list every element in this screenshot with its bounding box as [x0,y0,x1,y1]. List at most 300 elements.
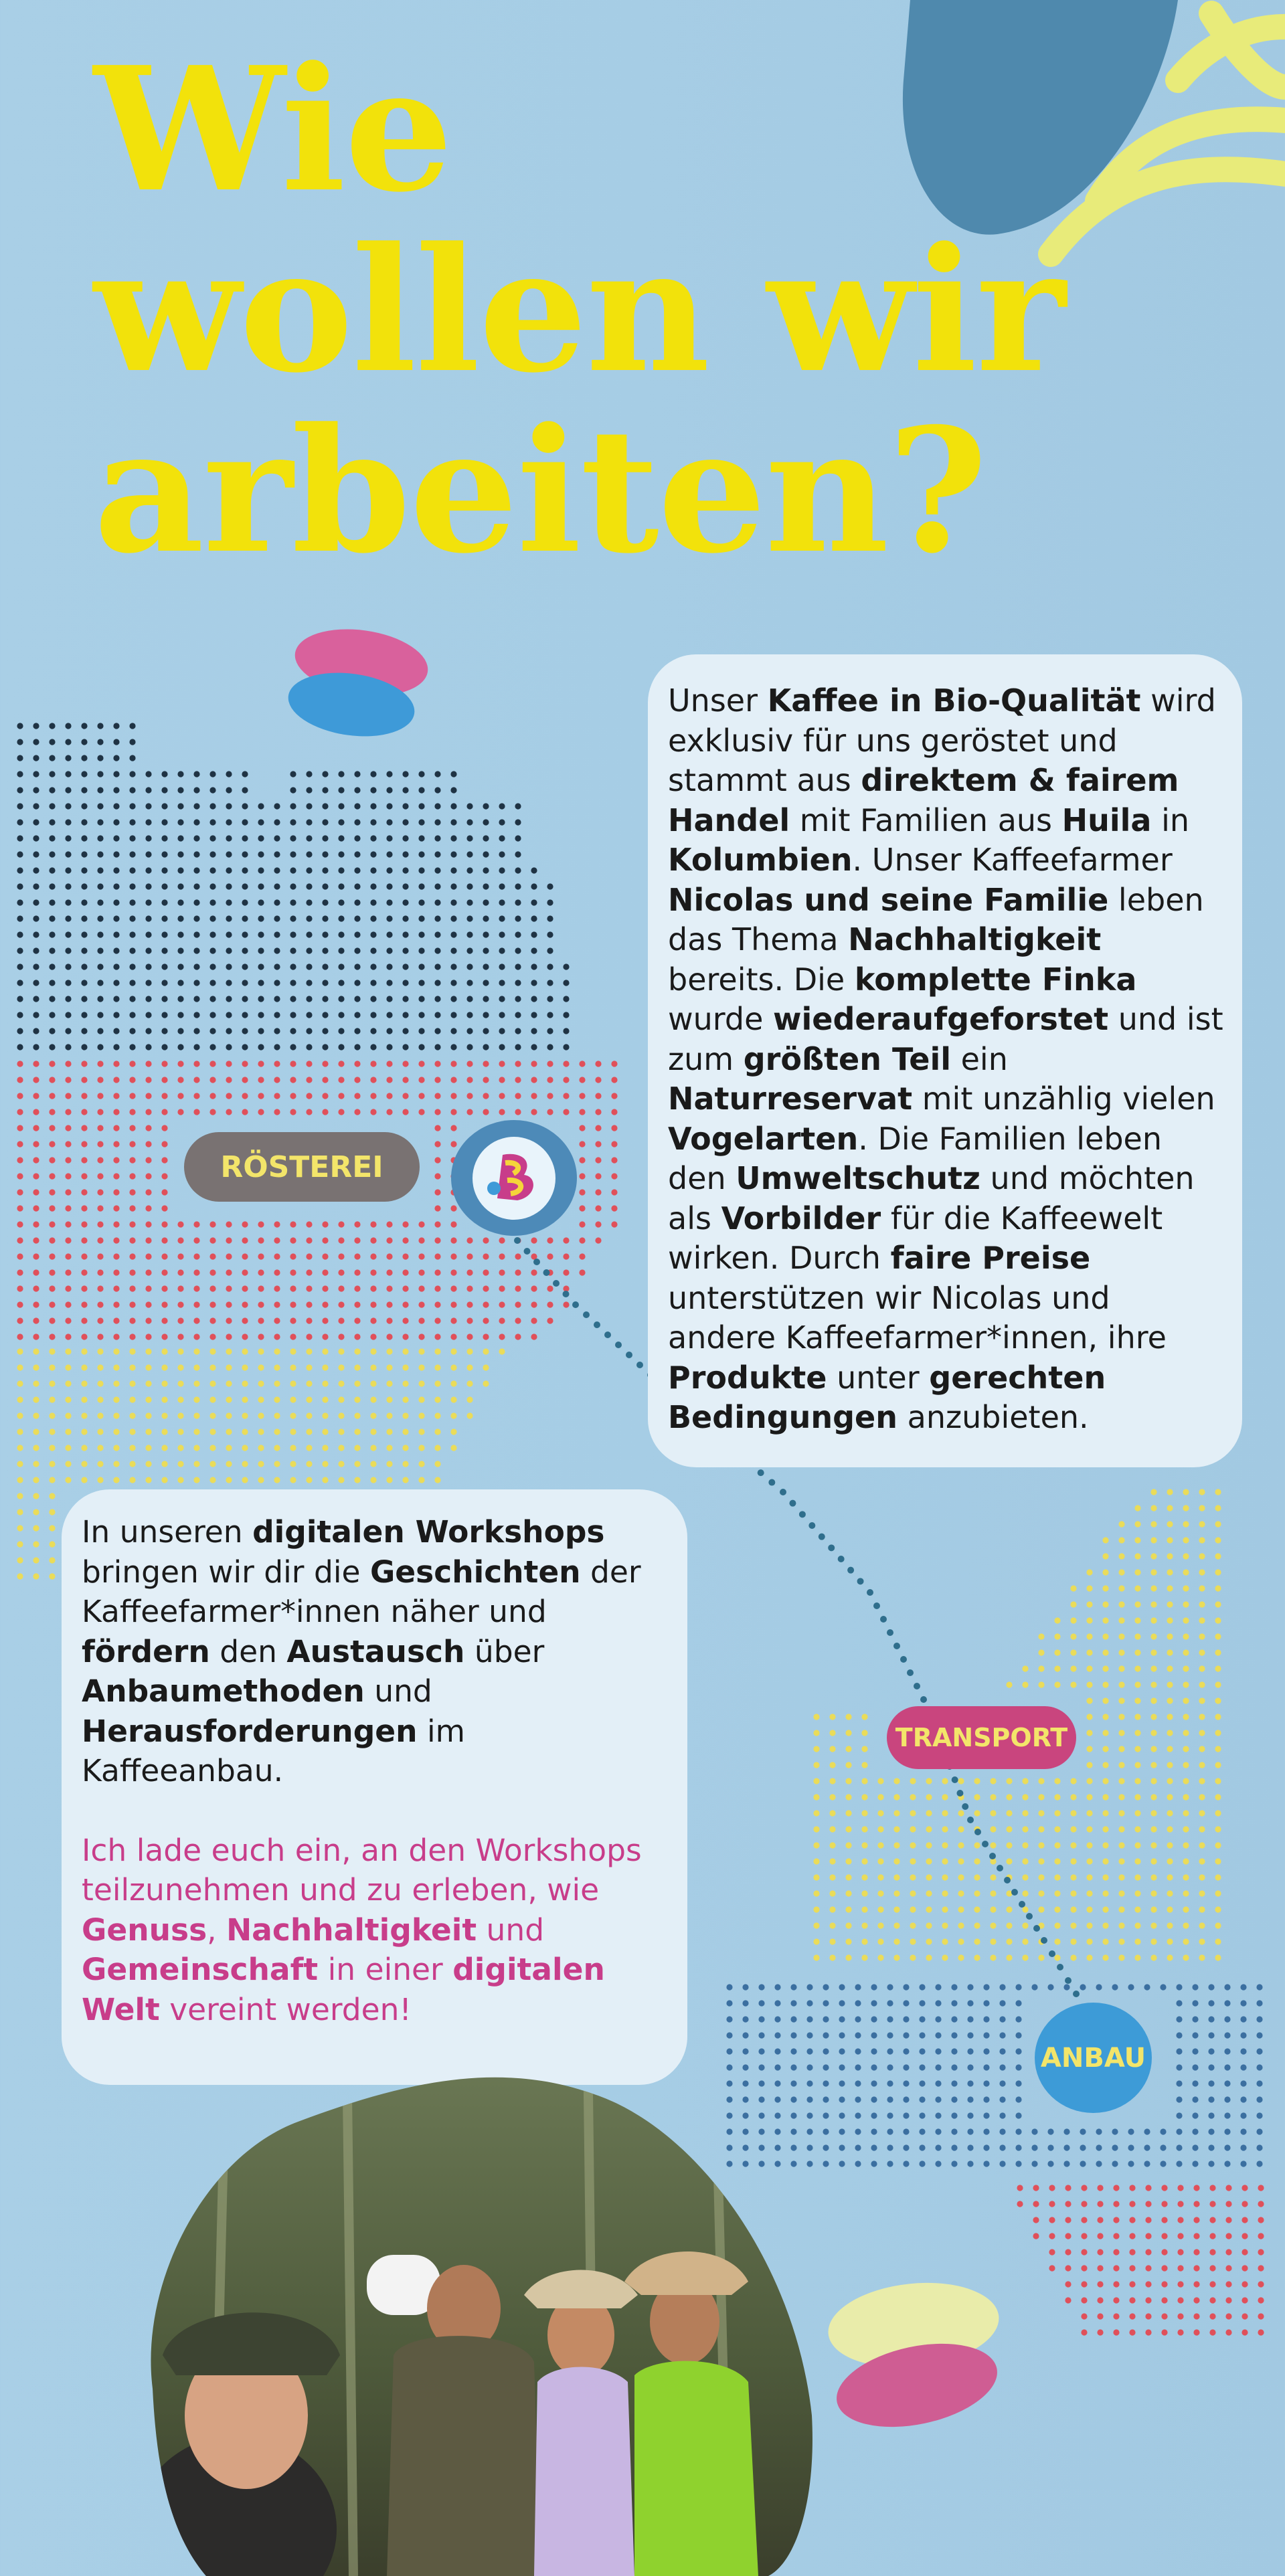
map-dot [402,915,408,921]
map-dot [579,1173,585,1179]
map-dot [1086,1938,1092,1944]
map-dot [1015,2160,1021,2167]
map-dot [1129,2297,1135,2303]
map-dot [129,1077,135,1083]
map-dot [226,835,232,841]
map-dot [1063,2144,1069,2150]
map-dot [177,1301,183,1307]
map-dot [33,996,39,1002]
map-dot [49,915,55,921]
map-dot [499,803,505,809]
map-dot [65,1189,71,1195]
map-dot [161,1396,167,1402]
map-dot [402,835,408,841]
map-dot [1199,1697,1205,1704]
map-dot [910,1842,916,1848]
map-dot [483,1301,489,1307]
map-dot [1118,1938,1124,1944]
map-dot [354,1237,360,1243]
map-dot [547,883,553,889]
map-dot [33,1269,39,1275]
map-dot [563,1093,569,1099]
map-dot [242,947,248,953]
map-dot [450,899,456,905]
map-dot [306,1348,312,1354]
route-dot [887,1629,893,1636]
map-dot [919,2016,925,2022]
map-dot [129,1412,135,1418]
map-dot [17,1509,23,1515]
map-dot [1134,1890,1140,1896]
map-dot [515,1301,521,1307]
map-dot [81,947,87,953]
map-dot [903,2000,909,2006]
map-dot [49,899,55,905]
map-dot [483,867,489,873]
map-dot [563,1012,569,1018]
map-dot [290,867,296,873]
map-dot [1150,1826,1156,1832]
map-dot [1086,1617,1092,1623]
map-dot [354,1044,360,1050]
map-dot [322,1396,328,1402]
map-dot [483,1333,489,1340]
route-dot [893,1643,900,1649]
map-dot [547,1077,553,1083]
map-dot [1183,1906,1189,1912]
map-dot [402,996,408,1002]
map-dot [306,915,312,921]
map-dot [611,1061,617,1067]
map-dot [855,2064,861,2070]
map-dot [386,1061,392,1067]
map-dot [17,883,23,889]
map-dot [1022,1842,1028,1848]
map-dot [893,1874,900,1880]
map-dot [434,771,440,777]
map-dot [258,867,264,873]
map-dot [274,835,280,841]
map-dot [338,980,344,986]
map-dot [1199,1794,1205,1800]
map-dot [113,963,119,970]
map-dot [370,980,376,986]
map-dot [1097,2329,1103,2335]
map-dot [1134,1858,1140,1864]
map-dot [418,1461,424,1467]
map-dot [1081,2281,1087,2287]
map-dot [990,1842,996,1848]
map-dot [17,1333,23,1340]
map-dot [774,2032,780,2038]
map-dot [855,2048,861,2054]
map-dot [81,1044,87,1050]
map-dot [113,1380,119,1386]
map-dot [1215,1762,1221,1768]
map-dot [1113,2281,1119,2287]
map-dot [274,1396,280,1402]
map-dot [1256,2160,1262,2167]
map-dot [1134,1922,1140,1928]
map-dot [17,1061,23,1067]
map-dot [1015,2096,1021,2102]
map-dot [418,1364,424,1370]
map-dot [531,1061,537,1067]
map-dot [242,1044,248,1050]
map-dot [434,1285,440,1291]
map-dot [161,1364,167,1370]
map-dot [483,1077,489,1083]
map-dot [434,947,440,953]
map-dot [1150,1649,1156,1655]
map-dot [466,1237,473,1243]
map-dot [338,1380,344,1386]
route-dot [920,1696,927,1703]
map-dot [338,1301,344,1307]
map-dot [595,1061,601,1067]
map-dot [515,1077,521,1083]
map-dot [1145,2233,1151,2239]
map-dot [1113,2329,1119,2335]
map-dot [402,1044,408,1050]
map-dot [226,1061,232,1067]
map-dot [547,931,553,937]
map-dot [1241,2201,1248,2207]
map-dot [877,1826,883,1832]
map-dot [1183,1778,1189,1784]
map-dot [1224,2112,1230,2118]
map-dot [209,1364,216,1370]
map-dot [193,1044,199,1050]
map-dot [354,835,360,841]
map-dot [1054,1826,1060,1832]
map-dot [1145,2329,1151,2335]
map-dot [1038,1890,1044,1896]
map-dot [983,2096,989,2102]
map-dot [145,963,151,970]
map-dot [306,835,312,841]
map-dot [33,1573,39,1579]
map-dot [242,1461,248,1467]
map-dot [483,915,489,921]
map-dot [499,996,505,1002]
map-dot [1081,2265,1087,2271]
map-dot [1054,1665,1060,1671]
map-dot [418,1317,424,1323]
map-dot [1208,2096,1214,2102]
map-dot [861,1842,867,1848]
map-dot [1086,1697,1092,1704]
map-dot [1086,1858,1092,1864]
map-dot [466,1317,473,1323]
map-dot [113,1093,119,1099]
map-dot [242,1093,248,1099]
map-dot [274,1285,280,1291]
map-dot [483,899,489,905]
map-dot [1118,1649,1124,1655]
map-dot [354,1333,360,1340]
map-dot [1118,1842,1124,1848]
map-dot [887,2016,893,2022]
map-dot [226,1221,232,1227]
map-dot [871,2144,877,2150]
map-dot [33,835,39,841]
map-dot [823,1984,829,1990]
map-dot [161,819,167,825]
map-dot [306,980,312,986]
map-dot [1199,1714,1205,1720]
map-dot [531,1109,537,1115]
map-dot [466,1333,473,1340]
map-dot [290,1301,296,1307]
map-dot [306,947,312,953]
map-dot [999,2112,1005,2118]
map-dot [1177,2217,1183,2223]
map-dot [65,1125,71,1131]
map-dot [595,1125,601,1131]
map-dot [1160,1984,1166,1990]
map-dot [531,1269,537,1275]
map-dot [33,1493,39,1499]
map-dot [306,1028,312,1034]
map-dot [919,1984,925,1990]
map-dot [338,915,344,921]
map-dot [177,883,183,889]
map-dot [418,996,424,1002]
map-dot [306,1301,312,1307]
map-dot [1102,1938,1108,1944]
map-dot [306,1333,312,1340]
map-dot [1183,1874,1189,1880]
map-dot [209,1028,216,1034]
map-dot [531,1077,537,1083]
map-dot [483,1093,489,1099]
map-dot [177,1237,183,1243]
map-dot [450,1061,456,1067]
map-dot [338,1012,344,1018]
map-dot [1256,2128,1262,2134]
map-dot [1118,1681,1124,1687]
map-dot [515,963,521,970]
map-dot [967,2128,973,2134]
map-dot [370,899,376,905]
map-dot [919,2032,925,2038]
map-dot [161,947,167,953]
map-dot [17,851,23,857]
map-dot [33,883,39,889]
map-dot [935,2096,941,2102]
map-dot [242,1269,248,1275]
map-dot [1118,1617,1124,1623]
map-dot [370,996,376,1002]
map-dot [742,2000,748,2006]
map-dot [226,1317,232,1323]
map-dot [129,1141,135,1147]
map-dot [1047,1984,1053,1990]
map-dot [990,1810,996,1816]
map-dot [1192,2128,1198,2134]
map-dot [65,1173,71,1179]
map-dot [1183,1842,1189,1848]
map-dot [226,899,232,905]
map-dot [903,2080,909,2086]
map-dot [322,851,328,857]
map-dot [547,1093,553,1099]
map-dot [450,915,456,921]
route-dot [789,1500,796,1507]
map-dot [1145,2313,1151,2319]
map-dot [49,1253,55,1259]
map-dot [17,1109,23,1115]
route-dot [1004,1877,1011,1883]
map-dot [193,1285,199,1291]
map-dot [845,1778,851,1784]
map-dot [65,980,71,986]
map-dot [1049,2201,1055,2207]
map-dot [274,1093,280,1099]
map-dot [113,1461,119,1467]
map-dot [983,2016,989,2022]
map-dot [1176,2128,1182,2134]
map-dot [547,1061,553,1067]
map-dot [65,899,71,905]
map-dot [563,1269,569,1275]
map-dot [515,947,521,953]
map-dot [226,1044,232,1050]
map-dot [1208,1984,1214,1990]
map-dot [1102,1906,1108,1912]
map-dot [49,980,55,986]
map-dot [17,1125,23,1131]
map-dot [958,1874,964,1880]
map-dot [274,1429,280,1435]
map-dot [97,1348,103,1354]
map-dot [903,2112,909,2118]
map-dot [322,771,328,777]
map-dot [466,1380,473,1386]
map-dot [322,1429,328,1435]
map-dot [1240,1984,1246,1990]
map-dot [65,1221,71,1227]
map-dot [1256,2016,1262,2022]
map-dot [806,2016,812,2022]
map-dot [919,2080,925,2086]
map-dot [1167,1938,1173,1944]
map-dot [177,1396,183,1402]
map-dot [242,1348,248,1354]
map-dot [49,1061,55,1067]
map-dot [161,1461,167,1467]
map-dot [97,723,103,729]
map-dot [515,1333,521,1340]
map-dot [813,1906,819,1912]
map-dot [33,1044,39,1050]
map-dot [1022,1938,1028,1944]
workshop-paragraph: In unseren digitalen Workshops bringen wir dir die Geschichten der Kaffeefarmer*innen näher und fördern den Austausch über Anbaumethoden und Herausforderungen im Kaffeeanbau. [82,1514,641,1788]
map-dot [1134,1730,1140,1736]
map-dot [1118,1521,1124,1527]
map-dot [531,883,537,889]
map-dot [1193,2297,1199,2303]
map-dot [193,803,199,809]
map-dot [322,1061,328,1067]
map-dot [226,1364,232,1370]
map-dot [322,1269,328,1275]
map-dot [1240,2064,1246,2070]
map-dot [97,835,103,841]
map-dot [274,1044,280,1050]
map-dot [81,980,87,986]
map-dot [1199,1762,1205,1768]
map-dot [209,1221,216,1227]
map-dot [434,787,440,793]
map-dot [1054,1954,1060,1960]
map-dot [450,1429,456,1435]
map-dot [33,1380,39,1386]
map-dot [145,883,151,889]
map-dot [1258,2233,1264,2239]
map-dot [813,1890,819,1896]
map-dot [113,835,119,841]
map-dot [129,1189,135,1195]
map-dot [97,1157,103,1163]
map-dot [1134,1633,1140,1639]
map-dot [65,723,71,729]
map-dot [145,835,151,841]
map-dot [450,996,456,1002]
map-dot [226,980,232,986]
map-dot [1192,2144,1198,2150]
map-dot [49,1028,55,1034]
map-dot [1070,1794,1076,1800]
map-dot [563,1077,569,1083]
map-dot [1150,1521,1156,1527]
map-dot [113,1253,119,1259]
map-dot [113,755,119,761]
map-dot [845,1858,851,1864]
map-dot [919,2160,925,2167]
map-dot [1215,1906,1221,1912]
map-dot [1015,2000,1021,2006]
map-dot [306,1012,312,1018]
map-dot [434,980,440,986]
map-dot [829,1730,835,1736]
map-dot [531,947,537,953]
map-dot [386,1044,392,1050]
map-dot [1065,2201,1071,2207]
map-dot [1129,2233,1135,2239]
map-dot [466,1012,473,1018]
map-dot [17,835,23,841]
map-dot [129,1461,135,1467]
map-dot [17,1541,23,1547]
map-dot [226,1348,232,1354]
map-dot [33,1509,39,1515]
map-dot [871,2128,877,2134]
map-dot [290,1061,296,1067]
map-dot [999,2096,1005,2102]
map-dot [113,1364,119,1370]
map-dot [839,2080,845,2086]
map-dot [17,1141,23,1147]
map-dot [1167,1906,1173,1912]
map-dot [354,1093,360,1099]
map-dot [845,1938,851,1944]
map-dot [161,1141,167,1147]
map-dot [1070,1938,1076,1944]
map-dot [113,1285,119,1291]
map-dot [466,1093,473,1099]
